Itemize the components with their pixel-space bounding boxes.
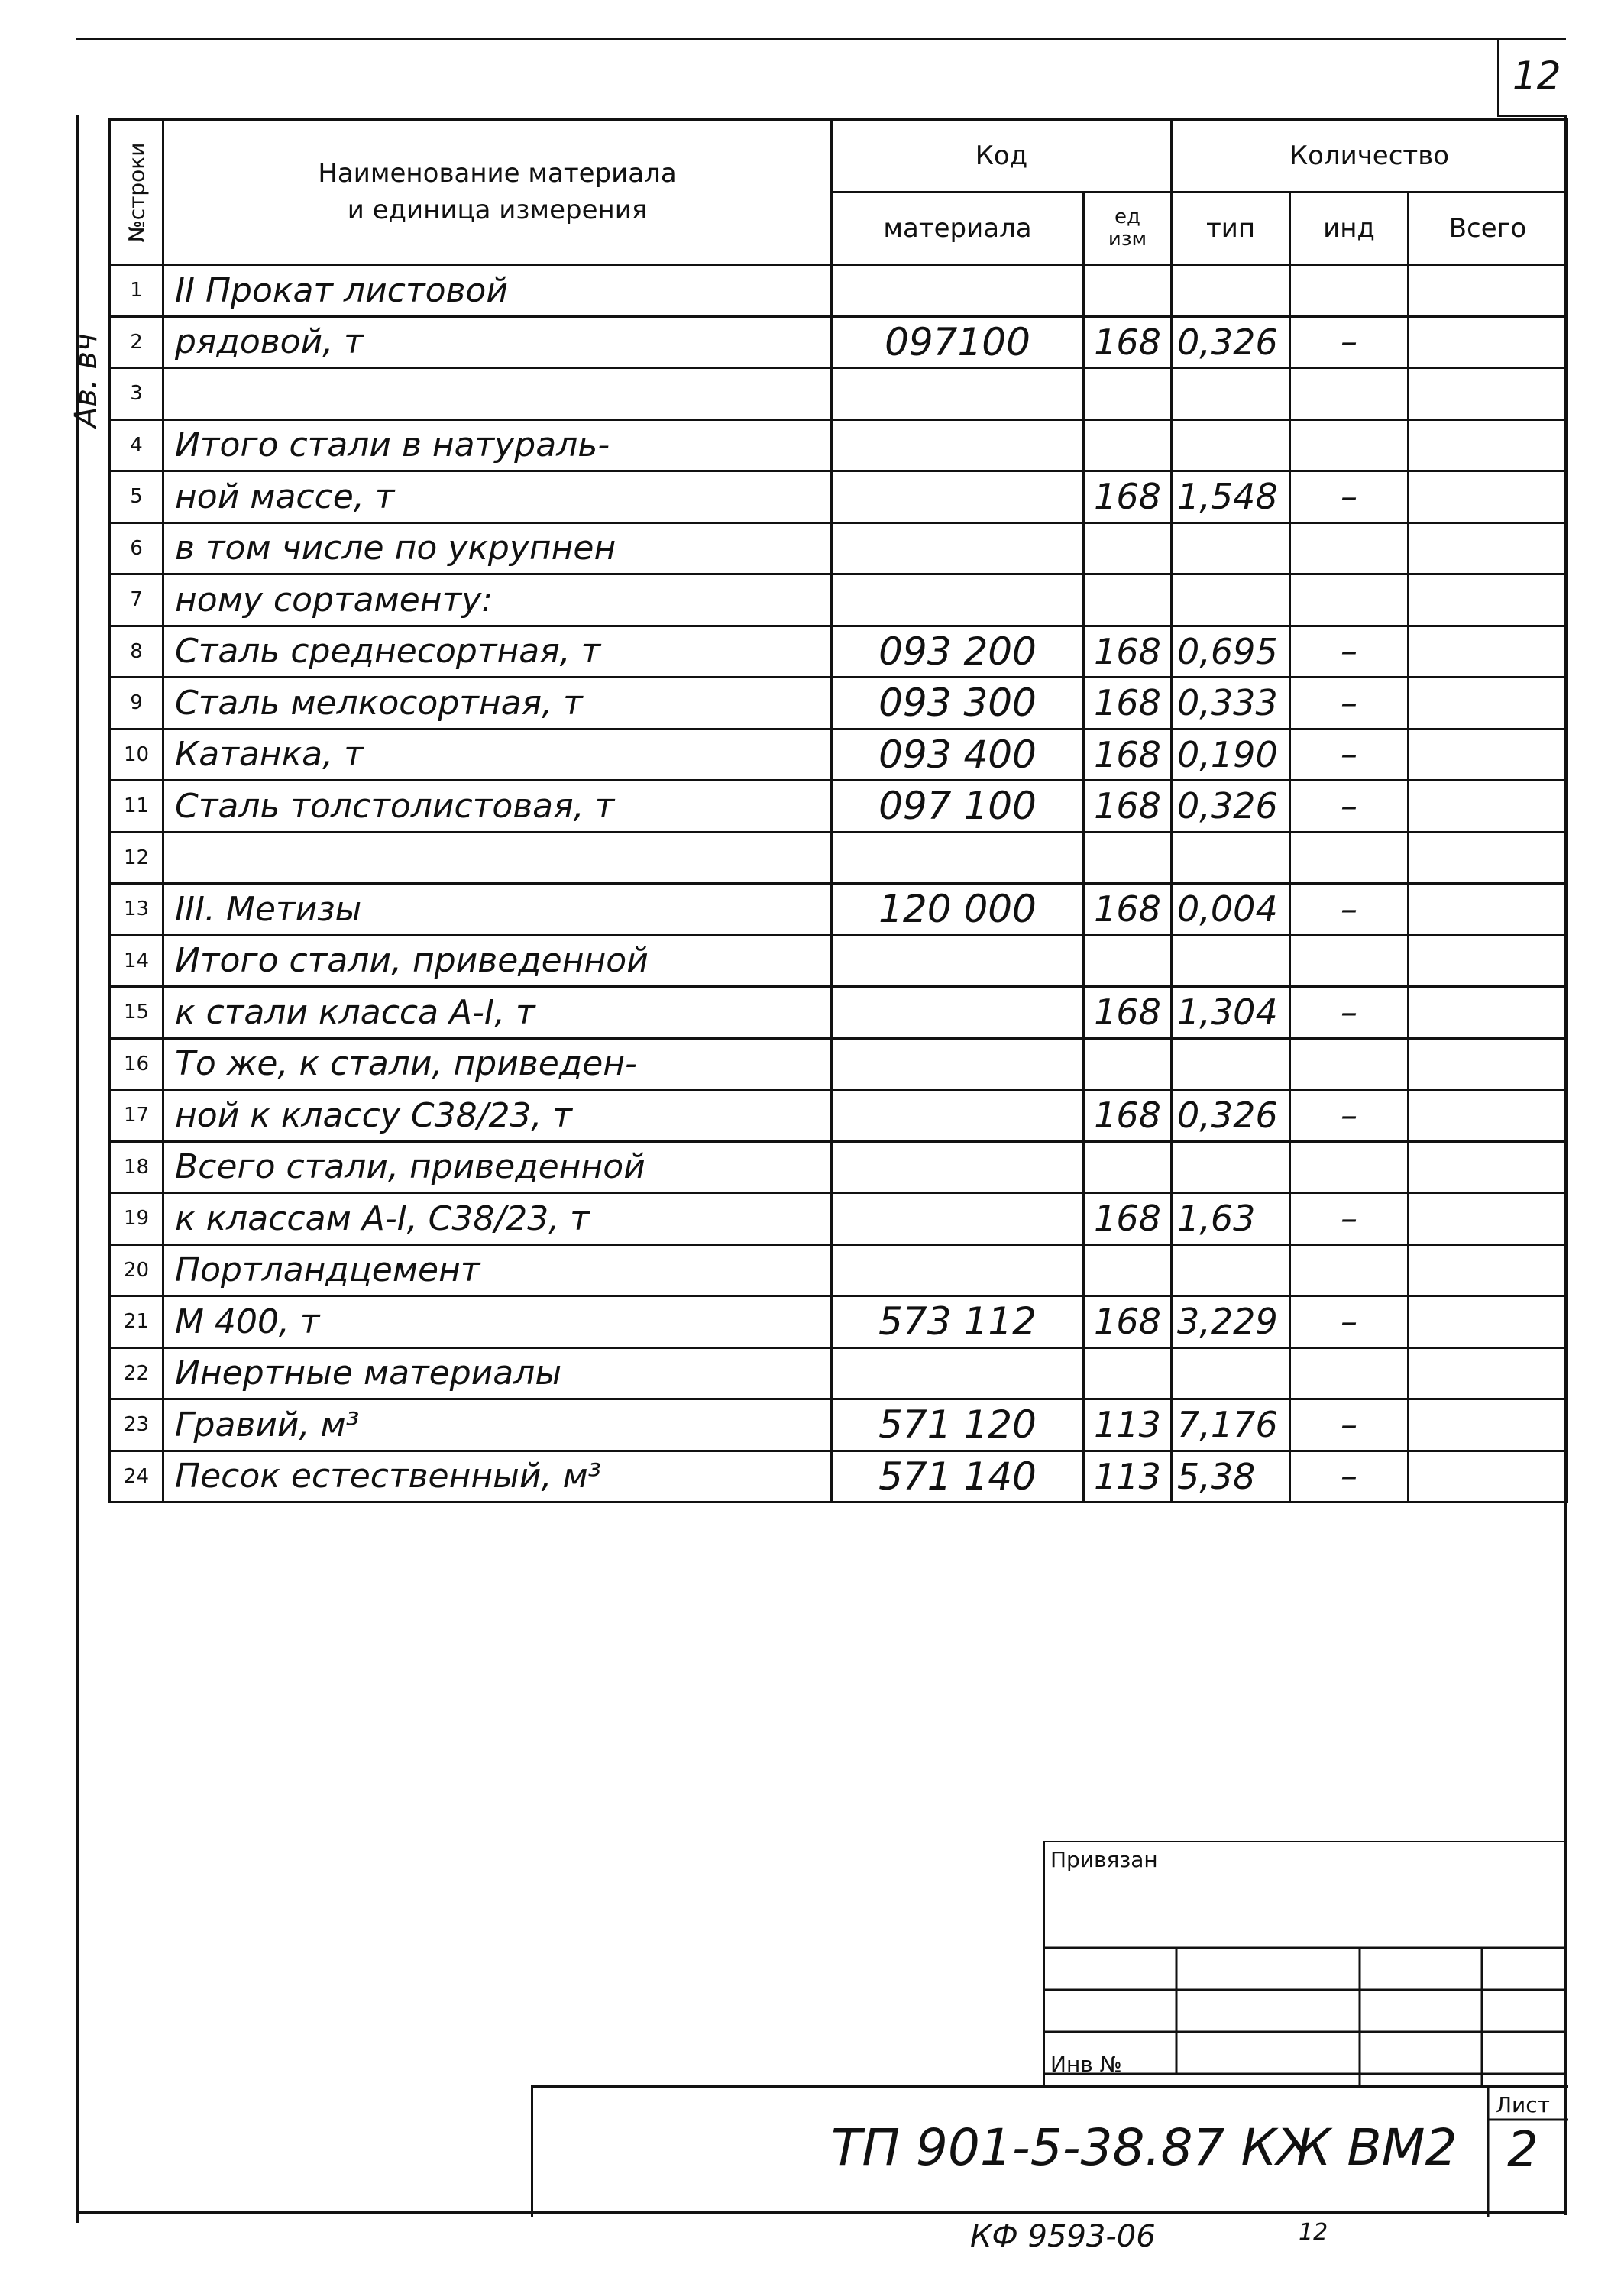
row-number: 19 — [110, 1193, 163, 1245]
table-row — [110, 1090, 1567, 1142]
material-code: 097 100 — [832, 781, 1084, 833]
table-row — [110, 1141, 1567, 1193]
quantity-ind — [1290, 1347, 1409, 1399]
row-number: 5 — [110, 471, 163, 523]
material-code — [832, 1244, 1084, 1296]
table-row — [110, 781, 1567, 833]
table-row — [110, 419, 1567, 471]
quantity-total — [1409, 1451, 1567, 1503]
unit-code — [1084, 1141, 1172, 1193]
table-row — [110, 678, 1567, 729]
table-row — [110, 316, 1567, 368]
table-row — [110, 265, 1567, 317]
quantity-type — [1172, 832, 1290, 884]
quantity-total — [1409, 574, 1567, 626]
material-name: Сталь толстолистовая, т — [163, 781, 832, 833]
material-code — [832, 935, 1084, 987]
header-material-name: Наименование материала и единица измерения — [163, 120, 832, 265]
material-name: рядовой, т — [163, 316, 832, 368]
unit-code: 113 — [1084, 1451, 1172, 1503]
quantity-ind — [1290, 832, 1409, 884]
quantity-total — [1409, 1244, 1567, 1296]
row-number: 23 — [110, 1399, 163, 1451]
material-code: 093 200 — [832, 626, 1084, 678]
quantity-total — [1409, 1090, 1567, 1142]
quantity-ind: – — [1290, 884, 1409, 936]
header-code-group: Код — [832, 120, 1172, 192]
sheet-number: 2 — [1507, 2122, 1538, 2179]
quantity-type: 0,004 — [1172, 884, 1290, 936]
quantity-total — [1409, 678, 1567, 729]
unit-code: 168 — [1084, 1090, 1172, 1142]
inventory-number-label: Инв № — [1050, 2052, 1122, 2077]
material-name: Инертные материалы — [163, 1347, 832, 1399]
material-name: II Прокат листовой — [163, 265, 832, 317]
quantity-type: 0,333 — [1172, 678, 1290, 729]
table-row — [110, 626, 1567, 678]
material-code: 571 140 — [832, 1451, 1084, 1503]
unit-code: 168 — [1084, 884, 1172, 936]
quantity-total — [1409, 316, 1567, 368]
row-number: 7 — [110, 574, 163, 626]
table-row — [110, 935, 1567, 987]
row-number: 1 — [110, 265, 163, 317]
unit-code: 168 — [1084, 987, 1172, 1039]
material-code: 573 112 — [832, 1296, 1084, 1348]
row-number: 4 — [110, 419, 163, 471]
unit-code: 168 — [1084, 729, 1172, 781]
material-code — [832, 265, 1084, 317]
title-block — [531, 2085, 1568, 2217]
quantity-type — [1172, 419, 1290, 471]
quantity-ind — [1290, 522, 1409, 574]
quantity-type: 0,695 — [1172, 626, 1290, 678]
quantity-type — [1172, 522, 1290, 574]
material-name: Сталь мелкосортная, т — [163, 678, 832, 729]
table-row — [110, 1038, 1567, 1090]
quantity-type — [1172, 935, 1290, 987]
quantity-type: 5,38 — [1172, 1451, 1290, 1503]
row-number: 21 — [110, 1296, 163, 1348]
quantity-ind — [1290, 265, 1409, 317]
quantity-type — [1172, 1347, 1290, 1399]
material-code — [832, 1141, 1084, 1193]
document-code: ТП 901-5-38.87 КЖ ВМ2 — [831, 2118, 1457, 2177]
quantity-ind — [1290, 935, 1409, 987]
table-row — [110, 729, 1567, 781]
side-handwritten-note: Ав. вч — [69, 333, 104, 428]
quantity-type: 0,326 — [1172, 1090, 1290, 1142]
material-code — [832, 522, 1084, 574]
unit-code — [1084, 1244, 1172, 1296]
material-name: Всего стали, приведенной — [163, 1141, 832, 1193]
header-code-unit: ед изм — [1084, 192, 1172, 265]
quantity-total — [1409, 368, 1567, 420]
left-margin-line — [76, 115, 79, 2223]
material-name: Песок естественный, м³ — [163, 1451, 832, 1503]
material-code: 097100 — [832, 316, 1084, 368]
unit-code: 168 — [1084, 781, 1172, 833]
row-number: 18 — [110, 1141, 163, 1193]
row-number: 12 — [110, 832, 163, 884]
quantity-ind: – — [1290, 729, 1409, 781]
unit-code — [1084, 935, 1172, 987]
material-code: 120 000 — [832, 884, 1084, 936]
material-code — [832, 471, 1084, 523]
quantity-ind — [1290, 368, 1409, 420]
quantity-type — [1172, 1038, 1290, 1090]
material-name: к стали класса А-I, т — [163, 987, 832, 1039]
quantity-ind — [1290, 1141, 1409, 1193]
header-quantity-group: Количество — [1172, 120, 1567, 192]
material-name: ной массе, т — [163, 471, 832, 523]
quantity-ind: – — [1290, 1193, 1409, 1245]
material-name: Катанка, т — [163, 729, 832, 781]
unit-code — [1084, 1347, 1172, 1399]
unit-code: 168 — [1084, 1193, 1172, 1245]
row-number: 6 — [110, 522, 163, 574]
material-code: 093 300 — [832, 678, 1084, 729]
unit-code — [1084, 1038, 1172, 1090]
quantity-total — [1409, 419, 1567, 471]
quantity-total — [1409, 935, 1567, 987]
table-row — [110, 1399, 1567, 1451]
row-number: 2 — [110, 316, 163, 368]
binding-stamp-grid — [1043, 1841, 1567, 2085]
quantity-ind: – — [1290, 1090, 1409, 1142]
page-number: 12 — [1512, 53, 1561, 98]
material-code — [832, 1347, 1084, 1399]
material-name: к классам А-I, С38/23, т — [163, 1193, 832, 1245]
row-number: 10 — [110, 729, 163, 781]
row-number: 8 — [110, 626, 163, 678]
row-number: 16 — [110, 1038, 163, 1090]
quantity-ind — [1290, 419, 1409, 471]
material-code — [832, 1038, 1084, 1090]
table-row — [110, 522, 1567, 574]
material-code — [832, 987, 1084, 1039]
row-number: 17 — [110, 1090, 163, 1142]
quantity-total — [1409, 471, 1567, 523]
quantity-type — [1172, 265, 1290, 317]
material-name — [163, 832, 832, 884]
table-row — [110, 1244, 1567, 1296]
table-row — [110, 1193, 1567, 1245]
material-name: Сталь среднесортная, т — [163, 626, 832, 678]
header-qty-type: тип — [1172, 192, 1290, 265]
quantity-type — [1172, 574, 1290, 626]
quantity-ind: – — [1290, 1296, 1409, 1348]
material-name: Портландцемент — [163, 1244, 832, 1296]
material-name — [163, 368, 832, 420]
material-name: М 400, т — [163, 1296, 832, 1348]
table-row — [110, 574, 1567, 626]
unit-code: 168 — [1084, 1296, 1172, 1348]
quantity-total — [1409, 781, 1567, 833]
unit-code: 168 — [1084, 678, 1172, 729]
unit-code — [1084, 265, 1172, 317]
table-row — [110, 884, 1567, 936]
quantity-ind: – — [1290, 987, 1409, 1039]
unit-code — [1084, 574, 1172, 626]
footer-archive-code: КФ 9593-06 — [970, 2219, 1156, 2254]
quantity-total — [1409, 884, 1567, 936]
table-row — [110, 368, 1567, 420]
header-qty-total: Всего — [1409, 192, 1567, 265]
material-name: ному сортаменту: — [163, 574, 832, 626]
quantity-type: 1,548 — [1172, 471, 1290, 523]
quantity-total — [1409, 1141, 1567, 1193]
footer-number: 12 — [1299, 2219, 1328, 2246]
unit-code — [1084, 419, 1172, 471]
quantity-total — [1409, 1399, 1567, 1451]
quantity-ind — [1290, 1038, 1409, 1090]
quantity-ind: – — [1290, 316, 1409, 368]
quantity-type: 7,176 — [1172, 1399, 1290, 1451]
quantity-type — [1172, 368, 1290, 420]
table-row — [110, 1296, 1567, 1348]
header-code-material: материала — [832, 192, 1084, 265]
material-code — [832, 832, 1084, 884]
spec-table-body — [110, 265, 1567, 1503]
quantity-ind: – — [1290, 1451, 1409, 1503]
quantity-total — [1409, 987, 1567, 1039]
quantity-ind: – — [1290, 626, 1409, 678]
quantity-type — [1172, 1244, 1290, 1296]
quantity-ind: – — [1290, 678, 1409, 729]
material-name: То же, к стали, приведен- — [163, 1038, 832, 1090]
quantity-total — [1409, 1296, 1567, 1348]
quantity-total — [1409, 626, 1567, 678]
material-code — [832, 368, 1084, 420]
quantity-total — [1409, 265, 1567, 317]
material-code — [832, 574, 1084, 626]
row-number: 20 — [110, 1244, 163, 1296]
quantity-ind — [1290, 574, 1409, 626]
quantity-ind — [1290, 1244, 1409, 1296]
material-name: Итого стали в натураль- — [163, 419, 832, 471]
table-row — [110, 471, 1567, 523]
quantity-total — [1409, 729, 1567, 781]
unit-code: 113 — [1084, 1399, 1172, 1451]
material-code — [832, 1090, 1084, 1142]
top-border-line — [76, 38, 1566, 40]
row-number: 22 — [110, 1347, 163, 1399]
row-number: 13 — [110, 884, 163, 936]
unit-code — [1084, 368, 1172, 420]
quantity-ind: – — [1290, 471, 1409, 523]
unit-code: 168 — [1084, 316, 1172, 368]
quantity-total — [1409, 1038, 1567, 1090]
material-code — [832, 1193, 1084, 1245]
table-row — [110, 1347, 1567, 1399]
row-number: 9 — [110, 678, 163, 729]
material-name: Гравий, м³ — [163, 1399, 832, 1451]
header-qty-ind: инд — [1290, 192, 1409, 265]
quantity-total — [1409, 1347, 1567, 1399]
row-number: 3 — [110, 368, 163, 420]
material-spec-table — [108, 118, 1568, 1503]
row-number: 11 — [110, 781, 163, 833]
unit-code: 168 — [1084, 626, 1172, 678]
quantity-ind: – — [1290, 781, 1409, 833]
material-name: ной к классу С38/23, т — [163, 1090, 832, 1142]
unit-code — [1084, 832, 1172, 884]
row-number: 24 — [110, 1451, 163, 1503]
material-name: в том числе по укрупнен — [163, 522, 832, 574]
quantity-type: 1,304 — [1172, 987, 1290, 1039]
header-row-number: №строки — [110, 120, 163, 265]
material-code — [832, 419, 1084, 471]
quantity-type: 0,190 — [1172, 729, 1290, 781]
row-number: 15 — [110, 987, 163, 1039]
table-row — [110, 832, 1567, 884]
material-name: III. Метизы — [163, 884, 832, 936]
material-code: 571 120 — [832, 1399, 1084, 1451]
quantity-total — [1409, 832, 1567, 884]
binding-stamp — [1043, 1841, 1567, 2085]
material-code: 093 400 — [832, 729, 1084, 781]
unit-code: 168 — [1084, 471, 1172, 523]
quantity-total — [1409, 522, 1567, 574]
unit-code — [1084, 522, 1172, 574]
quantity-type — [1172, 1141, 1290, 1193]
table-row — [110, 1451, 1567, 1503]
quantity-type: 0,326 — [1172, 316, 1290, 368]
row-number: 14 — [110, 935, 163, 987]
quantity-type: 3,229 — [1172, 1296, 1290, 1348]
table-row — [110, 987, 1567, 1039]
sheet-label: Лист — [1496, 2092, 1550, 2117]
quantity-total — [1409, 1193, 1567, 1245]
bound-label: Привязан — [1050, 1847, 1158, 1872]
material-name: Итого стали, приведенной — [163, 935, 832, 987]
quantity-type: 1,63 — [1172, 1193, 1290, 1245]
quantity-type: 0,326 — [1172, 781, 1290, 833]
quantity-ind: – — [1290, 1399, 1409, 1451]
